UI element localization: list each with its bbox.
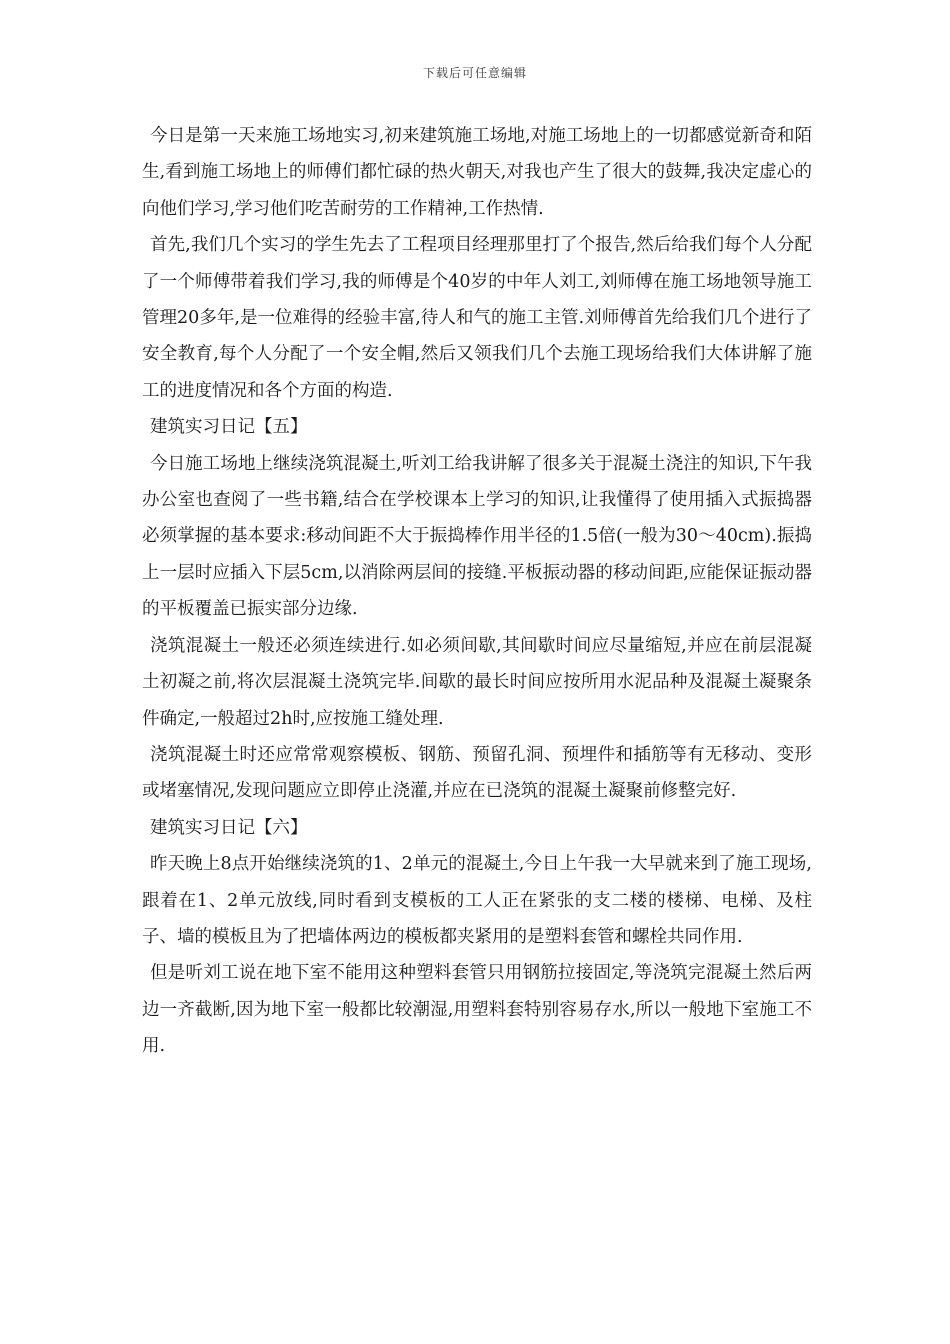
document-body: [142, 118, 812, 1065]
paragraph-7: 但是听刘工说在地下室不能用这种塑料套管只用钢筋拉接固定,等浇筑完混凝土然后两边一齐截断,因为地下室一般都比较潮湿,用塑料套特别容易存水,所以一般地下室施工不用.: [142, 963, 812, 1057]
section-heading-5: 建筑实习日记【五】: [150, 417, 308, 438]
paragraph-3: 今日施工场地上继续浇筑混凝土,听刘工给我讲解了很多关于混凝土浇注的知识,下午我办公室也查阅了一些书籍,结合在学校课本上学习的知识,让我懂得了使用插入式振捣器必须掌握的基本要求:移动间距不大于振捣棒作用半径的1.5倍(一般为30～40cm).振捣上一层时应插入下层5cm,以消除两层间的接缝.平板振动器的移动间距,应能保证振动器的平板覆盖已振实部分边缘.: [142, 453, 812, 620]
paragraph-5: 浇筑混凝土时还应常常观察模板、钢筋、预留孔洞、预埋件和插筋等有无移动、变形或堵塞情况,发现问题应立即停止浇灌,并应在已浇筑的混凝土凝聚前修整完好.: [142, 744, 812, 802]
paragraph-2: 首先,我们几个实习的学生先去了工程项目经理那里打了个报告,然后给我们每个人分配了一个师傅带着我们学习,我的师傅是个40岁的中年人刘工,刘师傅在施工场地领导施工管理20多年,是一位难得的经验丰富,待人和气的施工主管.刘师傅首先给我们几个进行了安全教育,每个人分配了一个安全帽,然后又领我们几个去施工现场给我们大体讲解了施工的进度情况和各个方面的构造.: [142, 235, 812, 401]
paragraph-1: 今日是第一天来施工场地实习,初来建筑施工场地,对施工场地上的一切都感觉新奇和陌生,看到施工场地上的师傅们都忙碌的热火朝天,对我也产生了很大的鼓舞,我决定虚心的向他们学习,学习他们吃苦耐劳的工作精神,工作热情.: [142, 126, 812, 219]
section-heading-6: 建筑实习日记【六】: [150, 817, 308, 838]
paragraph-6: 昨天晚上8点开始继续浇筑的1、2单元的混凝土,今日上午我一大早就来到了施工现场,跟着在1、2单元放线,同时看到支模板的工人正在紧张的支二楼的楼梯、电梯、及柱子、墙的模板且为了把墙体两边的模板都夹紧用的是塑料套管和螺栓共同作用.: [142, 854, 812, 947]
page-header: 下载后可任意编辑: [422, 66, 527, 80]
paragraph-4: 浇筑混凝土一般还必须连续进行.如必须间歇,其间歇时间应尽量缩短,并应在前层混凝土初凝之前,将次层混凝土浇筑完毕.间歇的最长时间应按所用水泥品种及混凝土凝聚条件确定,一般超过2h时,应按施工缝处理.: [142, 635, 812, 729]
